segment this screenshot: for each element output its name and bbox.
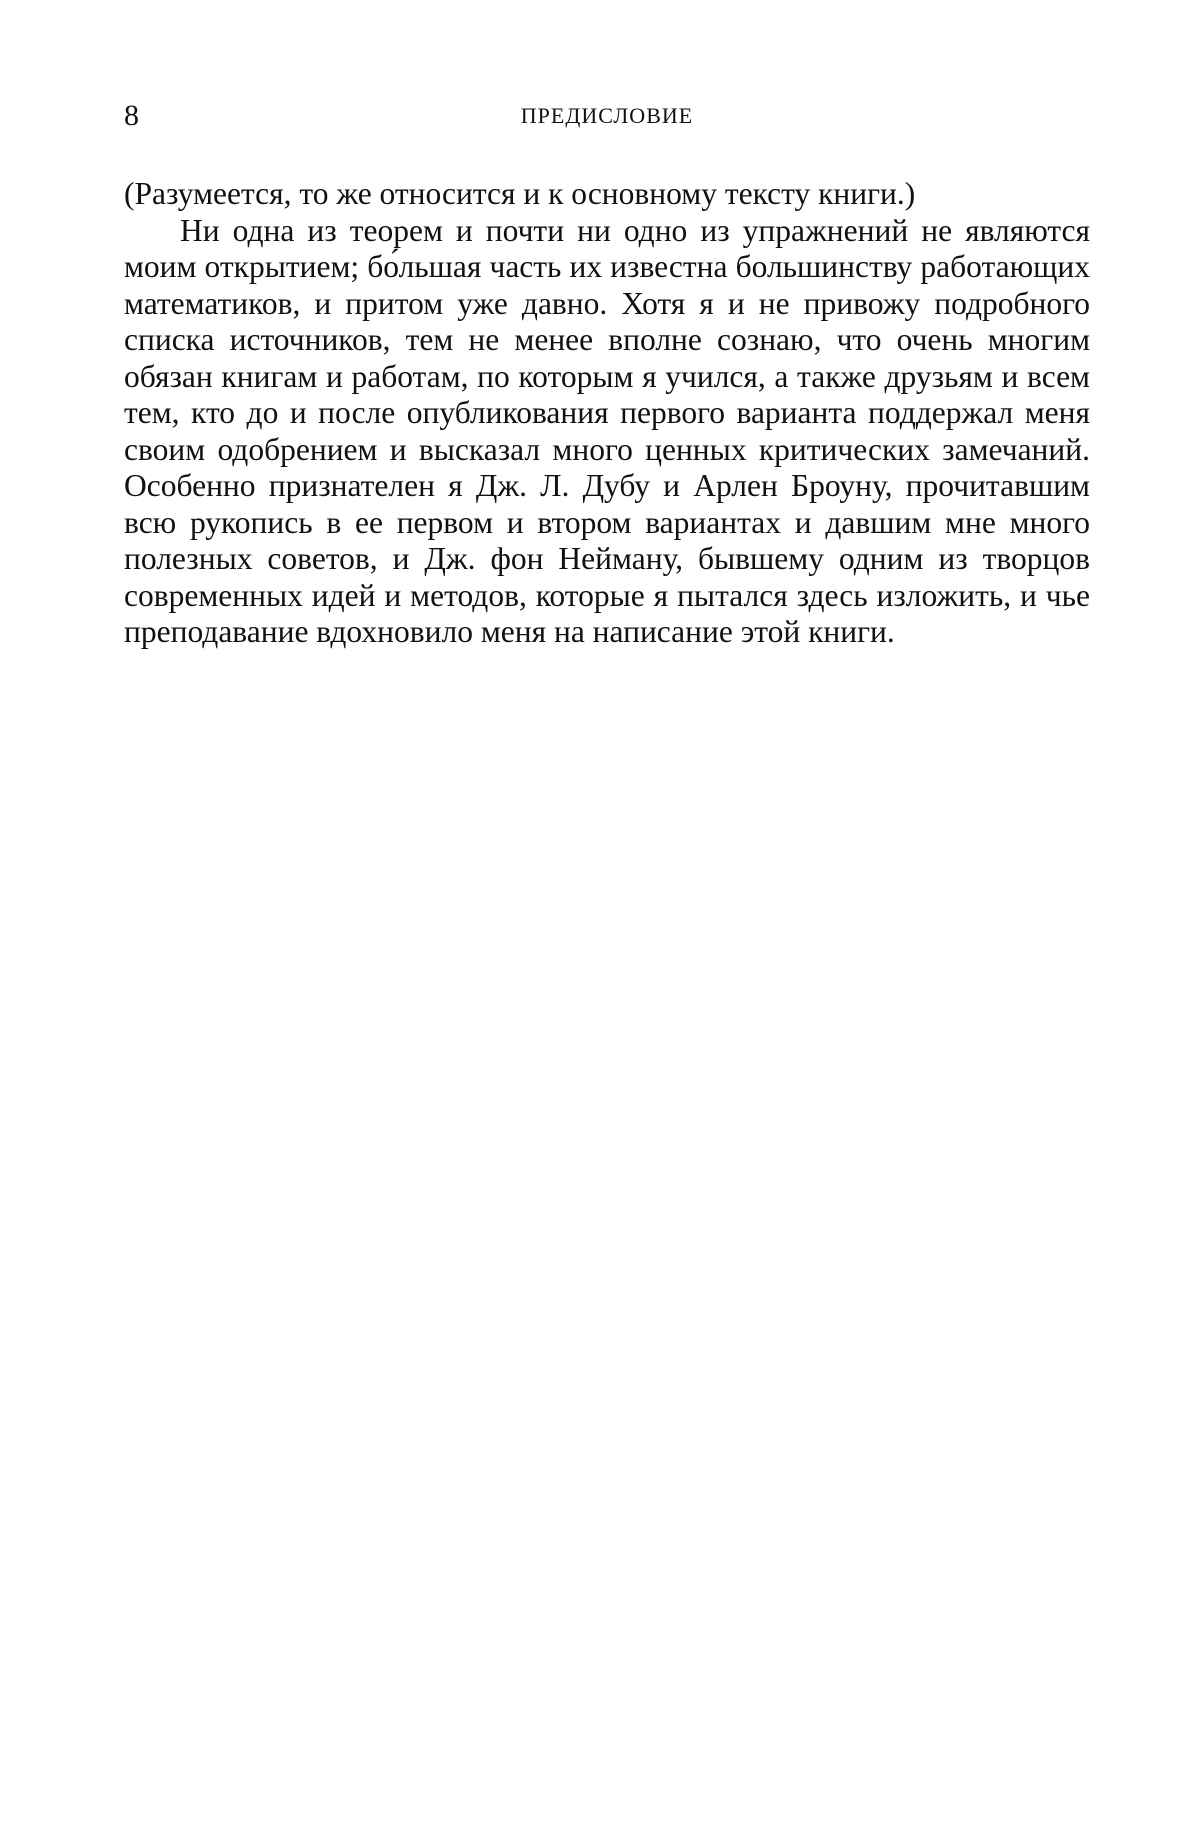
running-head: ПРЕДИСЛОВИЕ [520,103,694,128]
page-number: 8 [124,99,139,132]
book-page [124,96,1090,651]
paragraph-acknowledgements: Ни одна из теорем и почти ни одно из упражнений не являются моим открытием; бо́льшая часть их известна большинству работающих математиков, и притом уже давно. Хотя я и не привожу подробного списка источников, тем не менее вполне сознаю, что очень многим обязан книгам и работам, по которым я учился, а также друзьям и всем тем, кто до и после опубликования первого варианта поддержал меня своим одобрением и высказал много ценных критических замечаний. Особенно признателен я Дж. Л. Дубу и Арлен Броуну, прочитавшим всю рукопись в ее первом и втором вариантах и давшим мне много полезных советов, и Дж. фон Нейману, бывшему одним из творцов современных идей и методов, которые я пытался здесь изложить, и чье преподавание вдохновило меня на написание этой книги. [124,212,1090,649]
page-header [124,96,1090,136]
body-text [124,176,1090,651]
paragraph-continuation: (Разумеется, то же относится и к основному тексту книги.) [124,176,916,211]
